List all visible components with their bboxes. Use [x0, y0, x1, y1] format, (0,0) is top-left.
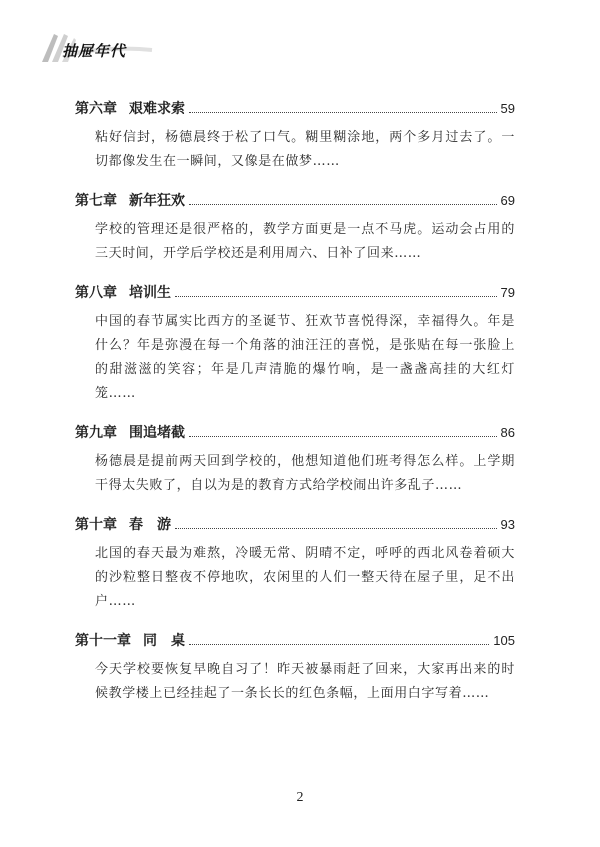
- header-logo: [40, 28, 160, 68]
- toc-entry: [75, 422, 515, 498]
- toc-entry-line[interactable]: [75, 282, 515, 304]
- dot-leader: [189, 643, 489, 645]
- chapter-summary: 北国的春天最为难熬，冷暖无常、阴晴不定，呼呼的西北风卷着硕大的沙粒整日整夜不停地吹，农闲里的人们一整天待在屋子里，足不出户……: [95, 546, 515, 609]
- chapter-summary: 中国的春节属实比西方的圣诞节、狂欢节喜悦得深，幸福得久。年是什么？年是弥漫在每一个角落的油汪汪的喜悦，是张贴在每一张脸上的甜滋滋的笑容；年是几声清脆的爆竹响，是一盏盏高挂的大红灯笼……: [95, 314, 515, 401]
- toc-entry: [75, 630, 515, 706]
- toc-entry-line[interactable]: [75, 98, 515, 120]
- toc-entry: [75, 98, 515, 174]
- chapter-page-number: 105: [493, 633, 515, 648]
- dot-leader: [189, 111, 497, 113]
- dot-leader: [175, 527, 497, 529]
- toc-entry-line[interactable]: [75, 514, 515, 536]
- chapter-title: 春 游: [129, 517, 171, 533]
- chapter-summary: 杨德晨是提前两天回到学校的，他想知道他们班考得怎么样。上学期干得太失败了，自以为是的教育方式给学校闹出许多乱子……: [95, 454, 515, 493]
- toc-entry: [75, 282, 515, 406]
- chapter-title: 艰难求索: [129, 101, 185, 117]
- chapter-number: 第八章: [75, 285, 117, 301]
- toc-entry-line[interactable]: [75, 190, 515, 212]
- table-of-contents: [75, 98, 515, 722]
- header-title: 抽屉年代: [62, 42, 127, 60]
- toc-entry-line[interactable]: [75, 422, 515, 444]
- dot-leader: [175, 295, 497, 297]
- chapter-number: 第六章: [75, 101, 117, 117]
- toc-entry: [75, 514, 515, 614]
- toc-entry-line[interactable]: [75, 630, 515, 652]
- chapter-title: 新年狂欢: [129, 193, 185, 209]
- toc-entry: [75, 190, 515, 266]
- chapter-title: 围追堵截: [129, 425, 185, 441]
- chapter-title: 培训生: [129, 285, 171, 301]
- chapter-page-number: 59: [500, 101, 515, 116]
- chapter-number: 第七章: [75, 193, 117, 209]
- chapter-page-number: 93: [500, 517, 515, 532]
- chapter-page-number: 86: [500, 425, 515, 440]
- chapter-number: 第十一章: [75, 633, 131, 649]
- chapter-number: 第九章: [75, 425, 117, 441]
- chapter-page-number: 79: [500, 285, 515, 300]
- chapter-number: 第十章: [75, 517, 117, 533]
- dot-leader: [189, 203, 497, 205]
- dot-leader: [189, 435, 497, 437]
- chapter-summary: 粘好信封，杨德晨终于松了口气。糊里糊涂地，两个多月过去了。一切都像发生在一瞬间，又像是在做梦……: [95, 130, 515, 169]
- chapter-page-number: 69: [500, 193, 515, 208]
- footer-page-number: 2: [296, 790, 304, 805]
- chapter-summary: 学校的管理还是很严格的，教学方面更是一点不马虎。运动会占用的三天时间，开学后学校还是利用周六、日补了回来……: [95, 222, 515, 261]
- chapter-title: 同 桌: [143, 633, 185, 649]
- chapter-summary: 今天学校要恢复早晚自习了！昨天被暴雨赶了回来，大家再出来的时候教学楼上已经挂起了一条长长的红色条幅，上面用白字写着……: [95, 662, 515, 701]
